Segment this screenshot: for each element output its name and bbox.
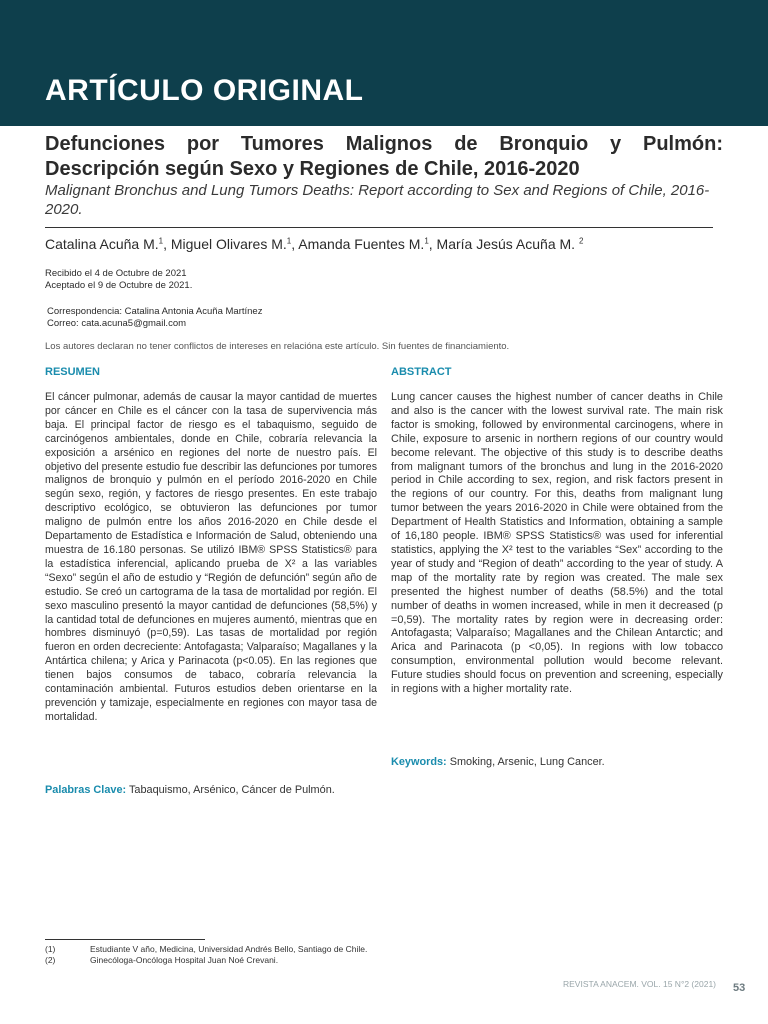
keywords bbox=[391, 755, 723, 769]
footnote-mark: (1) bbox=[45, 944, 56, 954]
palabras-clave-label: Palabras Clave: bbox=[45, 784, 127, 796]
footnote-text: Estudiante V año, Medicina, Universidad Andrés Bello, Santiago de Chile. bbox=[90, 944, 368, 954]
author-name: María Jesús Acuña M. bbox=[436, 236, 579, 252]
footnote bbox=[45, 944, 367, 954]
section-label: ARTÍCULO ORIGINAL bbox=[45, 74, 364, 107]
palabras-clave-values: Tabaquismo, Arsénico, Cáncer de Pulmón. bbox=[126, 784, 335, 796]
footnote-divider bbox=[45, 939, 205, 940]
author-affiliation: 2 bbox=[578, 236, 584, 246]
header-band bbox=[0, 0, 768, 126]
resumen-heading: RESUMEN bbox=[45, 366, 101, 378]
abstract-text: Lung cancer causes the highest number of cancer deaths in Chile and also is the cancer with the lowest survival rate. The main risk factor is smoking, followed by environmental carcinogens, where in Chile, exposure to arsenic in northern regions of our country would become relevant. The objective of this study is to describe deaths from malignant tumors of the bronchus and lung in the 2016-2020 period in Chile according to sex, region, and risk factors present in the regions of our country. For this, deaths from malignant lung tumor between the years 2016-2020 in Chile were obtained from the Department of Health Statistics and Information, obtaining a sample of 16,180 people. IBM® SPSS Statistics® was used for inferential statistics, applying the X² test to the variables “Sex” according to the year of study and “Region of death” according to the year of study. A map of the mortality rate by region was created. The male sex presented the highest number of deaths (58.5%) and the total number of deaths in women increased, while in men it decreased (p =0,59). The mortality rates by region were in decreasing order: Antofagasta; Valparaíso; Magallanes and the Chilean Antarctic; and Arica and Parinacota (p <0,05). In regions with low tobacco consumption, environmental pollution would become relevant. Future studies should focus on prevention and screening, especially in regions with a higher mortality rate. bbox=[391, 391, 723, 696]
journal-citation: REVISTA ANACEM. VOL. 15 N°2 (2021) bbox=[563, 979, 716, 989]
footnote-text: Ginecóloga-Oncóloga Hospital Juan Noé Crevani. bbox=[90, 955, 279, 965]
page-number: 53 bbox=[733, 982, 746, 994]
correspondence-block bbox=[47, 306, 262, 330]
correspondence-email: Correo: cata.acuna5@gmail.com bbox=[47, 318, 187, 329]
author-name: Miguel Olivares M. bbox=[170, 236, 287, 252]
author-separator: , bbox=[163, 236, 171, 252]
resumen-text: El cáncer pulmonar, además de causar la mayor cantidad de muertes por cáncer en Chile es el cáncer con la tasa de supervivencia más baja. El principal factor de riesgo es el tabaquismo, seguido de carcinógenos ambientales, donde en Chile, cobraría relevancia la exposición a arsénico en regiones del norte de nuestro país. El objetivo del presente estudio fue describir las defunciones por tumores malignos de bronquio y pulmón en el período 2016-2020 en Chile según sexo, región, y factores de riesgo presentes. En este trabajo descriptivo ecológico, se obtuvieron las defunciones por tumor maligno de pulmón entre los años 2016-2020 en Chile desde el Departamento de Estadística e Información de Salud, obteniendo una muestra de 16.180 personas. Se utilizó IBM® SPSS Statistics® para la estadística inferencial, aplicando prueba de X² a las variables “Sexo” según el año de estudio y “Región de defunción” según año de estudio. Se creó un cartograma de la tasa de mortalidad por región. El sexo masculino presentó la mayor cantidad de defunciones (58,5%) y la cantidad total de defunciones en mujeres aumentó, mientras que en hombres disminuyó (p=0,59). Las tasas de mortalidad por región fueron en orden decreciente: Antofagasta; Valparaíso; Magallanes y la Antártica chilena; y Arica y Parinacota (p<0.05). En las regiones que tienen bajos consumos de tabaco, cobraría relevancia la contaminación ambiental. Futuros estudios deben orientarse en la prevención y tamizaje, especialmente en regiones con mayor tasa de mortalidad. bbox=[45, 391, 377, 723]
keywords-values: Smoking, Arsenic, Lung Cancer. bbox=[446, 756, 605, 768]
author-name: Catalina Acuña M. bbox=[45, 236, 159, 252]
palabras-clave bbox=[45, 783, 377, 797]
footnote bbox=[45, 955, 278, 965]
received-date: Recibido el 4 de Octubre de 2021 bbox=[45, 268, 187, 279]
author-name: Amanda Fuentes M. bbox=[298, 236, 425, 252]
correspondence-name: Correspondencia: Catalina Antonia Acuña Martínez bbox=[47, 306, 263, 317]
article-title-spanish: Defunciones por Tumores Malignos de Bronquio y Pulmón: Descripción según Sexo y Regiones de Chile, 2016-2020 bbox=[45, 133, 723, 180]
submission-dates bbox=[45, 268, 192, 292]
article-title-english: Malignant Bronchus and Lung Tumors Deaths: Report according to Sex and Regions of Chile, 2016-2020. bbox=[45, 182, 710, 218]
author-affiliation: 1 bbox=[158, 236, 164, 246]
keywords-label: Keywords: bbox=[391, 756, 447, 768]
abstract-heading: ABSTRACT bbox=[391, 366, 452, 378]
author-affiliation: 1 bbox=[286, 236, 292, 246]
author-separator: , bbox=[291, 236, 299, 252]
accepted-date: Aceptado el 9 de Octubre de 2021. bbox=[45, 280, 193, 291]
author-list bbox=[45, 236, 583, 252]
author-separator: , bbox=[428, 236, 437, 252]
conflicts-statement: Los autores declaran no tener conflictos de intereses en relacióna este artículo. Sin fuentes de financiamiento. bbox=[45, 341, 510, 352]
title-divider bbox=[45, 227, 713, 228]
author-affiliation: 1 bbox=[424, 236, 429, 246]
footnote-mark: (2) bbox=[45, 955, 56, 965]
